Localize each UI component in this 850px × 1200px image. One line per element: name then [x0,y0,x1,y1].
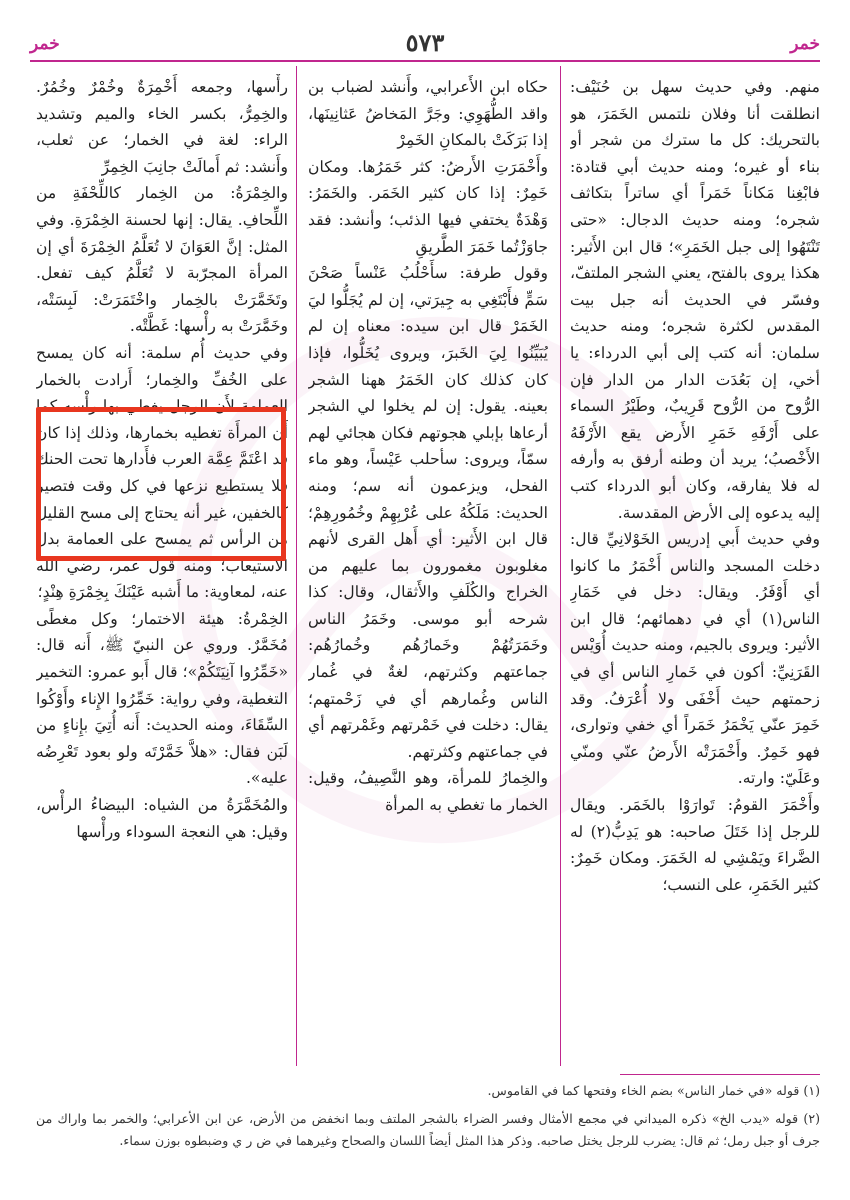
text-column-left [36,74,288,1064]
paragraph: وفي حديث أُم سلمة: أنه كان يمسح على الخُفِّ والخِمار؛ أَرادت بالخمار العمامة لأَن الرجل يغطي بها رأْسه كما أَن المرأَة تغطيه بخمارها، وذلك إذا كان قد اعْتَمَّ عِمَّة العرب فأَدارها تحت الحنك فلا يستطيع نزعها في كل وقت فتصير كالخفين، غير أنه يحتاج إلى مسح القليل من الرأس ثم يمسح على العمامة بدل الاستيعاب؛ ومنه قول عمر، رضي الله عنه، لمعاوية: ما أَشبه عَيْنَكَ بِخِمْرَةِ هِنْدٍ؛ [36,343,288,602]
paragraph: وقول طرفة: سأَحْلُبُ عَنْساً صَحْنَ سَمٍّ فأَبْتَغِي به جِيرَتي، إن لم يُجَلُّوا ليَ الخَمَرْ قال ابن سيده: معناه إن لم يُبَيِّنُوا لِيَ الخَبرَ، ويروى يُخَلُّوا، فإذا كان كذلك كان الخَمَرُ ههنا الشجر بعينه. يقول: إن لم يخلوا لي الشجر أرعاها بإبلي هجوتهم فكان هجائي لهم سمّاً، ويروى: سأحلب عَيْساً، وهو ماء الفحل، ويزعمون أنه سم؛ ومنه الحديث: مَلَكُهُ على عُرْبِهِمْ وخُمُورِهِمْ؛ قال ابن الأَثير: أي أَهل القرى لأنهم مغلوبون مغمورون بما عليهم من الخراج والكُلَفِ والأَثقال، وقال: كذا شرحه أبو موسى. وخَمَرُ الناس وخَمَرَتُهُمْ وخَمارُهُم وخُمارُهُم: جماعتهم وكثرتهم، لغةٌ في غُمار الناس وغُمارهم أي في زَحْمتهم؛ يقال: دخلت في خَمْرتهم وغَمْرتهم أي في جماعتهم وكثرتهم. [308,264,548,761]
footnotes [36,1080,820,1158]
column-divider-right [560,66,561,1066]
header-left-word: خمر [30,34,60,54]
text-column-middle [308,74,548,1064]
page-number: ٥٧٣ [405,28,445,57]
paragraph: وفي حديث أَبي إدريس الخَوْلانِيِّ قال: دخلت المسجد والناس أَخْمَرُ ما كانوا أي أَوْفَرُ. ويقال: دخل في خَمَارِ الناس(١) أي في دهمائهم؛ قال ابن الأثير: ويروى بالجيم، ومنه حديث أُوَيْس القَرَنِيِّ: أكون في خَمارِ الناس أي في زحمتهم حيث أَخْفَى ولا أُعْرَفُ. وقد خَمِرَ عنّي يَخْمَرُ خَمَراً أي خفي وتوارى، فهو خَمِرٌ. وأَخْمَرَتْه الأَرضُ عنّي ومنّي وعَلَيّ: وارته. [570,530,820,788]
header-right-word: خمر [790,34,820,54]
text-column-right [570,74,820,1064]
paragraph: والخِمْرَةُ: من الخِمار كاللِّحْفَةِ من اللِّحافِ. يقال: إنها لحسنة الخِمْرَةِ. وفي المثل: إنَّ العَوَانَ لا تُعَلَّمُ الخِمْرَةَ أي إن المرأة المجرّبة لا تُعَلَّمُ كيف تفعل. وتَخَمَّرَتْ بالخِمار واخْتَمَرَتْ: لَبِسَتْه، وخَمَّرَتْ به رأْسها: غَطَّتْه. [36,184,288,336]
footnote: (١) قوله «في خمار الناس» بضم الخاء وفتحها كما في القاموس. [487,1083,820,1098]
header-rule [30,60,820,62]
paragraph: وأَخْمَرَتِ الأَرضُ: كثر خَمَرُها. ومكان خَمِرٌ: إذا كان كثير الخَمَر. والخَمَرُ: وَهْدَةٌ يختفي فيها الذئب؛ وأنشد: فقد جاوَزْتُما خَمَرَ الطَّريقِ [308,157,548,256]
paragraph: والخِمارُ للمرأة، وهو النَّصِيفُ، وقيل: الخمار ما تغطي به المرأة [308,769,548,815]
highlight-box [36,407,286,561]
paragraph: الخِمْرةُ: هيئة الاختمار؛ وكل مغطًى مُخَمَّرٌ. وروي عن النبيّ ﷺ، أَنه قال: «خَمِّرُوا آنِيَتَكُمْ»؛ قال أَبو عمرو: التخمير التغطية، وفي رواية: خَمِّرُوا الإِناء وأَوْكُوا السِّقَاءَ، ومنه الحديث: أَنه أُتِيَ بإِناءٍ من لَبَن فقال: «هلاَّ خَمَّرْتَه ولو بعود تَعْرِضُه عليه». [36,609,288,788]
paragraph: منهم. وفي حديث سهل بن حُنَيْف: انطلقت أنا وفلان نلتمس الخَمَرَ، هو بالتحريك: كل ما سترك من شجر أو بناء أو غيره؛ ومنه حديث أبي قتادة: فابْغِنا مَكاناً خَمَراً أي ساتراً بتكاثف شجره؛ ومنه حديث الدجال: «حتى تَنْتَهُوا إلى جبل الخَمَرِ»؛ قال ابن الأَثير: هكذا يروى بالفتح، يعني الشجر الملتفّ، وفسّر في الحديث أنه جبل بيت المقدس لكثرة شجره؛ ومنه حديث سلمان: أنه كتب إلى أبي الدرداء: يا أخي، إن بَعُدَت الدار من الدار فإن الرُّوح من الرُّوح قَرِيبٌ، وطَيْرُ السماء على أَرْفَهِ خَمَرِ الأَرض يقع الأَرْفَهُ الأَخْصبُ؛ يريد أن وطنه أرفق به وأرفه له فلا يفارقه، وكان أبو الدرداء كتب إليه يدعوه إلى الأرض المقدسة. [570,78,820,522]
paragraph: حكاه ابن الأَعرابي، وأَنشد لضباب بن واقد الطُّهَوِي: وجَرَّ المَخاضُ عَثانِينَها، إذا بَرَكَتْ بالمكانِ الخَمِرْ [308,78,548,150]
column-divider-left [296,66,297,1066]
footnote: (٢) قوله «يدب الخ» ذكره الميداني في مجمع الأمثال وفسر الضراء بالشجر الملتف وبما انخفض من الأرض، عن ابن الأعرابي؛ والخمر بما واراك من جرف أو جبل رمل؛ ثم قال: يضرب للرجل يختل صاحبه. وذكر هذا المثل أيضاً اللسان والصحاح وغيرهما في ض ر ي وضبطوه بوزن سماء. [36,1111,820,1148]
paragraph: وأَخْمَرَ القومُ: تَوارَوْا بالخَمَر. ويقال للرجل إذا خَتَلَ صاحبه: هو يَدِبُّ(٢) له الضَّراءَ ويَمْشِي له الخَمَرَ. ومكان خَمِرٌ: كثير الخَمَرِ، على النسب؛ [570,796,820,894]
paragraph: والمُخَمَّرَةُ من الشياه: البيضاءُ الرأْس، وقيل: هي النعجة السوداء ورأْسها [36,796,288,841]
paragraph: رأْسها، وجمعه أَخْمِرَةٌ وخُمْرٌ وخُمُرٌ. والخِمِرُّ، بكسر الخاء والميم وتشديد الراء: لغة في الخمار؛ عن ثعلب، وأَنشد: ثم أَمالَتْ جانِبَ الخِمِرِّ [36,78,288,176]
page-header [30,26,820,58]
footnote-rule [620,1074,820,1075]
